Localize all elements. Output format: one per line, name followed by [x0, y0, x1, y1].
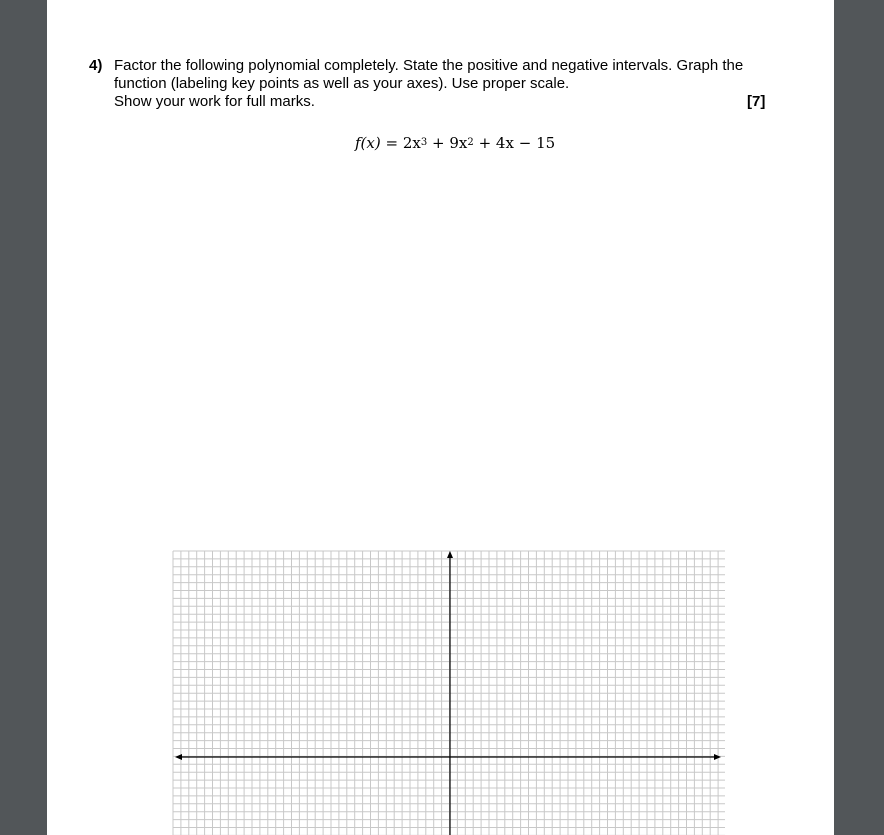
formula-term1-exponent: 3 — [420, 137, 428, 148]
formula-equals: = — [385, 134, 399, 152]
y-axis-up-arrow — [447, 551, 453, 558]
grid-svg — [171, 547, 731, 835]
question-line-1: Factor the following polynomial completely. State the positive and negative intervals. Graph the — [114, 57, 744, 74]
marks-label: [7] — [747, 93, 766, 110]
graph-grid — [171, 547, 731, 835]
formula-constant: 15 — [536, 134, 556, 152]
formula-term3: 4x — [495, 134, 514, 152]
polynomial-formula — [355, 134, 555, 152]
formula-term2-exponent: 2 — [467, 137, 474, 148]
document-page — [47, 0, 834, 835]
formula-plus-2: + — [478, 134, 492, 152]
formula-minus: − — [518, 134, 532, 152]
question-number: 4) — [89, 57, 103, 74]
question-text — [114, 57, 804, 111]
question-line-3: Show your work for full marks. — [114, 93, 315, 110]
formula-plus-1: + — [432, 134, 445, 152]
formula-lhs: f(x) — [355, 134, 381, 152]
x-axis-right-arrow — [714, 754, 721, 760]
question-line-2: function (labeling key points as well as your axes). Use proper scale. — [114, 75, 570, 92]
x-axis-left-arrow — [175, 754, 182, 760]
formula-term1: 2x — [402, 134, 421, 152]
formula-term2: 9x — [449, 134, 468, 152]
